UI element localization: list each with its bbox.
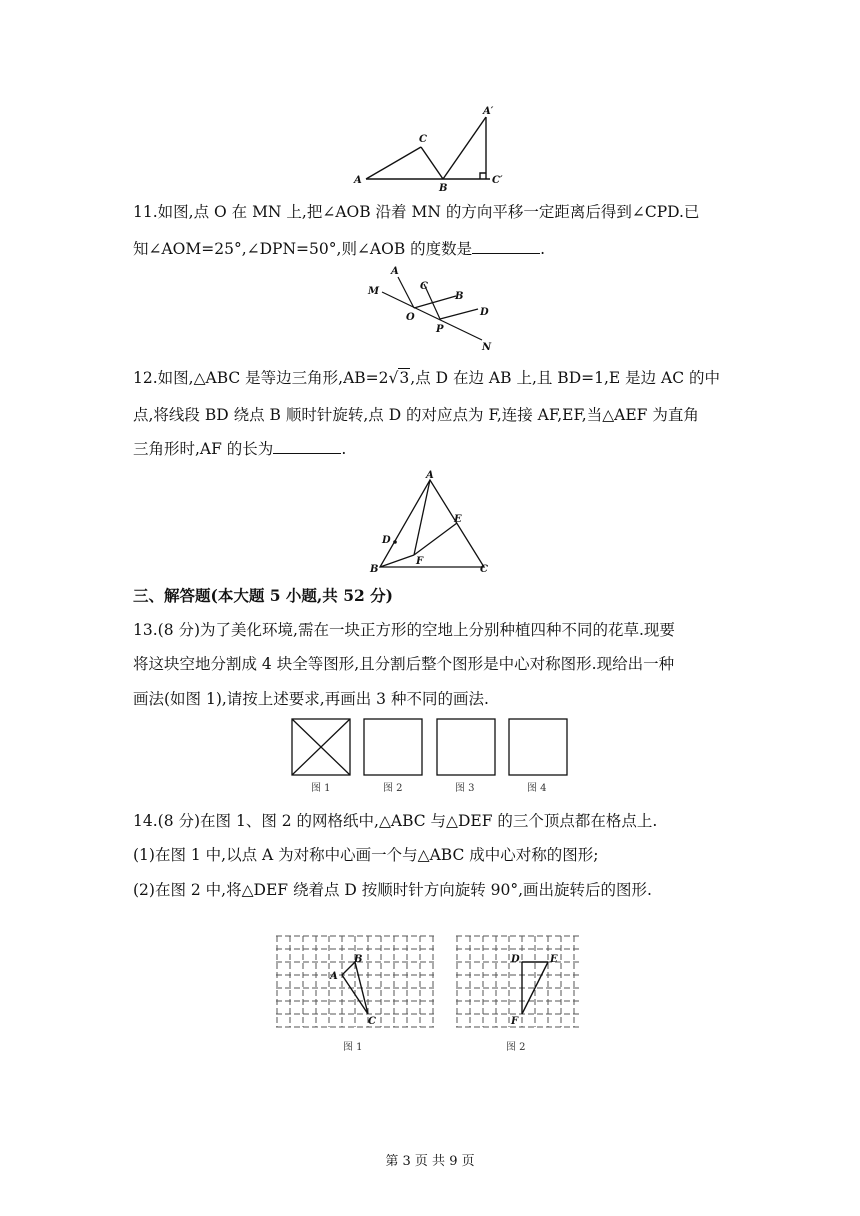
- label-B: B: [370, 564, 379, 575]
- q12-line1-part-b: ,点 D 在边 AB 上,且 BD=1,E 是边 AC 的中: [410, 369, 721, 387]
- page-number: 第 3 页 共 9 页: [385, 1154, 475, 1169]
- answer-blank-q11: [472, 239, 540, 254]
- label-F: F: [511, 1016, 519, 1027]
- label-E: E: [454, 514, 462, 525]
- label-A: A: [426, 470, 434, 481]
- caption-fig2: 图 2: [383, 783, 403, 794]
- label-D: D: [382, 535, 391, 546]
- label-O: O: [406, 312, 415, 323]
- q12-line1: [133, 368, 733, 388]
- figure-q10: [340, 100, 520, 195]
- caption-fig3: 图 3: [455, 783, 475, 794]
- label-B: B: [439, 183, 448, 194]
- label-F: F: [416, 556, 424, 567]
- label-A-prime: A′: [483, 106, 494, 117]
- q11-line2: 知∠AOM=25°,∠DPN=50°,则∠AOB 的度数是 .: [133, 240, 546, 258]
- label-A: A: [391, 266, 399, 277]
- grid-lines: [276, 936, 434, 1027]
- caption-grid2: 图 2: [506, 1042, 526, 1053]
- square-fig3: [437, 719, 495, 775]
- label-C: C: [368, 1016, 376, 1027]
- q14-line2: (1)在图 1 中,以点 A 为对称中心画一个与△ABC 成中心对称的图形;: [133, 846, 599, 864]
- caption-fig4: 图 4: [527, 783, 547, 794]
- label-D: D: [511, 954, 520, 965]
- label-P: P: [436, 324, 444, 335]
- figure-q14-grid1: [270, 932, 440, 1057]
- answer-blank-q12: [273, 439, 341, 454]
- label-A: A: [354, 175, 362, 186]
- q14-line1: 14.(8 分)在图 1、图 2 的网格纸中,△ABC 与△DEF 的三个顶点都在格点上.: [133, 812, 658, 830]
- q12-line3-text: 三角形时,AF 的长为: [133, 440, 274, 458]
- label-N: N: [482, 342, 492, 352]
- label-C: C: [480, 564, 488, 575]
- figure-q11: [360, 262, 510, 352]
- q14-line3: (2)在图 2 中,将△DEF 绕着点 D 按顺时针方向旋转 90°,画出旋转后的图形.: [133, 881, 652, 899]
- figure-q14-grid2: [448, 932, 588, 1057]
- sqrt-sign: √: [388, 369, 399, 387]
- figure-q12: [364, 468, 504, 578]
- label-E: E: [550, 954, 558, 965]
- q13-line3: 画法(如图 1),请按上述要求,再画出 3 种不同的画法.: [133, 690, 489, 708]
- grid-lines: [456, 936, 582, 1027]
- sqrt-radicand: 3: [399, 369, 410, 387]
- q12-line3: 三角形时,AF 的长为 .: [133, 440, 347, 458]
- q13-line1: 13.(8 分)为了美化环境,需在一块正方形的空地上分别种植四种不同的花草.现要: [133, 621, 675, 639]
- label-A: A: [330, 971, 338, 982]
- section-heading: 三、解答题(本大题 5 小题,共 52 分): [133, 586, 394, 605]
- q12-line2: 点,将线段 BD 绕点 B 顺时针旋转,点 D 的对应点为 F,连接 AF,EF,当△AEF 为直角: [133, 406, 699, 424]
- triangle-DEF: [522, 962, 548, 1014]
- label-M: M: [368, 286, 380, 297]
- label-C-prime: C′: [492, 175, 503, 186]
- q11-line1: 11.如图,点 O 在 MN 上,把∠AOB 沿着 MN 的方向平移一定距离后得到∠CPD.已: [133, 203, 700, 221]
- q13-line2: 将这块空地分割成 4 块全等图形,且分割后整个图形是中心对称图形.现给出一种: [133, 655, 675, 673]
- square-fig2: [364, 719, 422, 775]
- caption-grid1: 图 1: [343, 1042, 363, 1053]
- figure-q13: [286, 716, 576, 796]
- caption-fig1: 图 1: [311, 783, 331, 794]
- label-B: B: [354, 954, 363, 965]
- label-C: C: [420, 281, 428, 292]
- q12-line1-part-a: 12.如图,△ABC 是等边三角形,AB=2: [133, 369, 389, 387]
- q11-line2-text: 知∠AOM=25°,∠DPN=50°,则∠AOB 的度数是: [133, 240, 473, 258]
- label-B: B: [455, 291, 464, 302]
- point-D: [393, 540, 397, 544]
- label-C: C: [419, 134, 427, 145]
- triangle-ABC: [342, 962, 368, 1014]
- square-fig4: [509, 719, 567, 775]
- label-D: D: [480, 307, 489, 318]
